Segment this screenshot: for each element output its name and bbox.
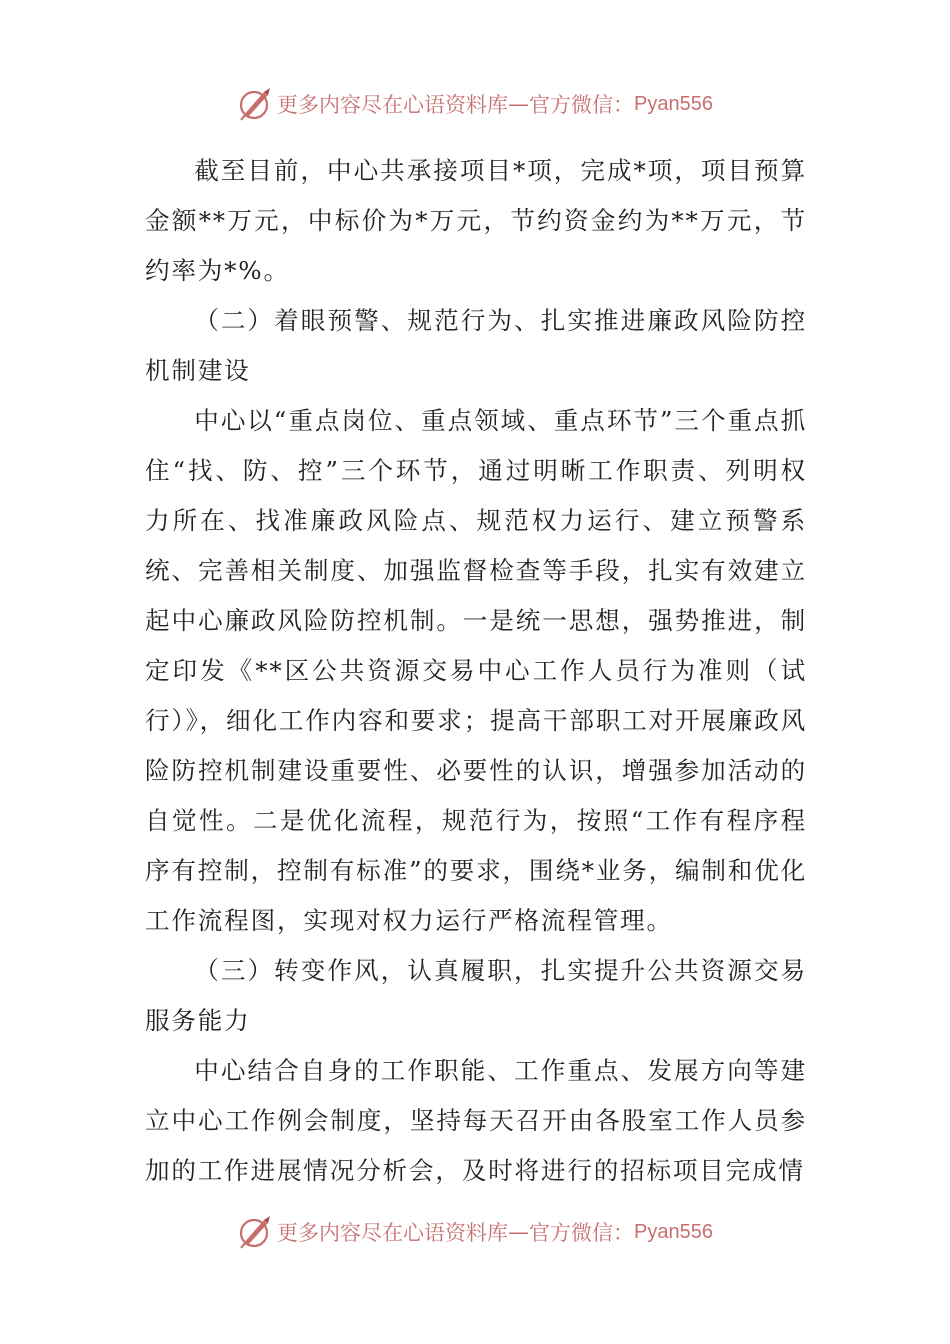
watermark-wechat-id: Pyan556 xyxy=(634,1220,713,1243)
watermark-wechat-label: 官方微信： xyxy=(529,1221,635,1245)
watermark-wechat-id: Pyan556 xyxy=(634,92,713,115)
footer-watermark xyxy=(0,1212,950,1252)
paragraph-savings-summary: 截至目前，中心共承接项目*项，完成*项，项目预算金额**万元，中标价为*万元，节约资金约为**万元，节约率为*%。 xyxy=(145,156,807,285)
watermark-separator: — xyxy=(508,92,530,116)
watermark-separator: — xyxy=(508,1220,530,1244)
paragraph-service-capacity: 中心结合自身的工作职能、工作重点、发展方向等建立中心工作例会制度，坚持每天召开由各股室工作人员参加的工作进展情况分析会，及时将进行的招标项目完成情 xyxy=(145,1056,807,1185)
header-watermark xyxy=(0,84,950,124)
watermark-wechat-label: 官方微信： xyxy=(529,93,635,117)
document-body xyxy=(145,146,807,1196)
quill-pen-logo-icon xyxy=(237,86,273,122)
quill-pen-logo-icon xyxy=(237,1214,273,1250)
watermark-text: 更多内容尽在心语资料库 xyxy=(277,1221,509,1245)
watermark-text: 更多内容尽在心语资料库 xyxy=(277,93,509,117)
paragraph-risk-control: 中心以“重点岗位、重点领域、重点环节”三个重点抓住“找、防、控”三个环节，通过明晰工作职责、列明权力所在、找准廉政风险点、规范权力运行、建立预警系统、完善相关制度、加强监督检查等手段，扎实有效建立起中心廉政风险防控机制。一是统一思想，强势推进，制定印发《**区公共资源交易中心工作人员行为准则（试行）》，细化工作内容和要求；提高干部职工对开展廉政风险防控机制建设重要性、必要性的认识，增强参加活动的自觉性。二是优化流程，规范行为，按照“工作有程序程序有控制，控制有标准”的要求，围绕*业务，编制和优化工作流程图，实现对权力运行严格流程管理。 xyxy=(145,406,807,935)
section-heading-3: （三）转变作风，认真履职，扎实提升公共资源交易服务能力 xyxy=(145,956,807,1035)
section-heading-2: （二）着眼预警、规范行为、扎实推进廉政风险防控机制建设 xyxy=(145,306,807,385)
